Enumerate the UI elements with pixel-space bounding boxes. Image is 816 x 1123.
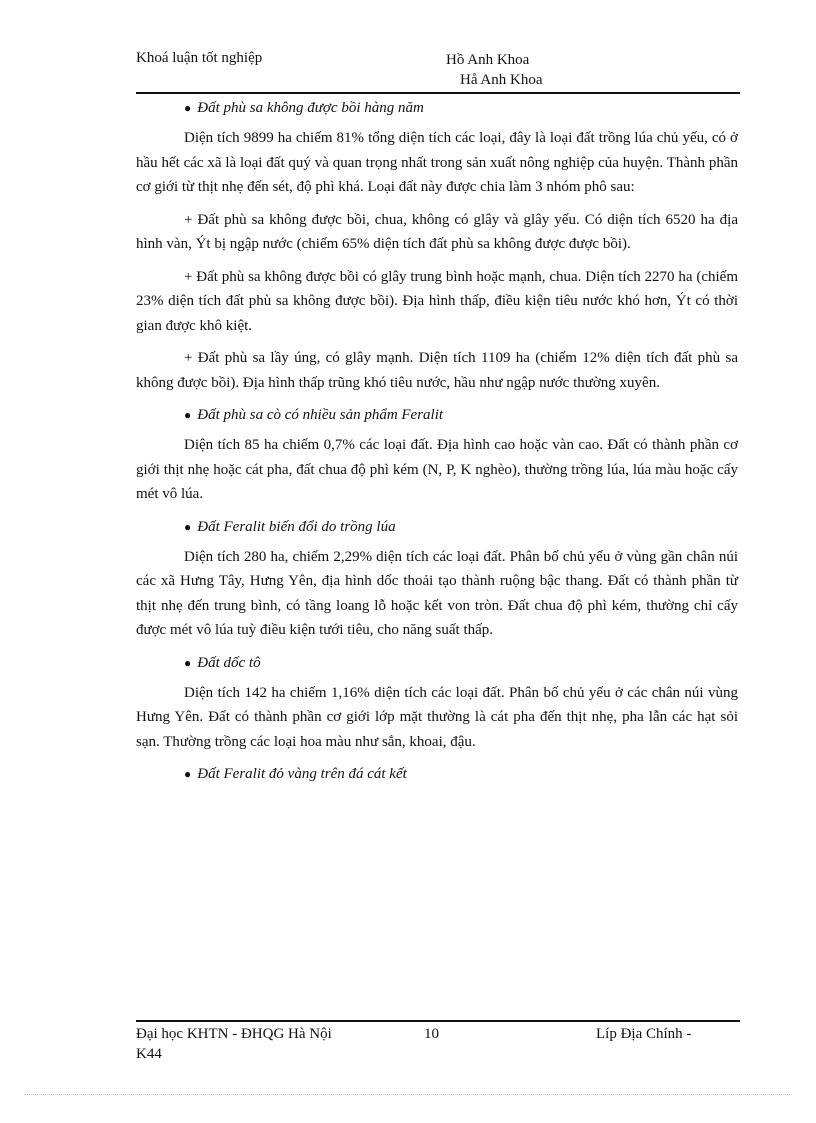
page-content bbox=[136, 92, 738, 786]
footer-class: Líp Địa Chính - bbox=[596, 1026, 692, 1042]
section-heading bbox=[136, 515, 738, 539]
header-author-line2: Hå Anh Khoa bbox=[460, 72, 543, 88]
bullet-icon: ● bbox=[184, 101, 192, 115]
footer-university: Đại học KHTN - ĐHQG Hà Nội bbox=[136, 1026, 332, 1042]
bullet-icon: ● bbox=[184, 767, 192, 781]
bullet-icon: ● bbox=[184, 408, 192, 422]
section-heading-text: Đất Feralit biến đổi do trồng lúa bbox=[197, 518, 396, 535]
bullet-icon: ● bbox=[184, 519, 192, 534]
page-number: 10 bbox=[424, 1026, 439, 1042]
section-heading-text: Đất phù sa cò có nhiều sản phẩm Feralit bbox=[197, 407, 444, 423]
paragraph: Diện tích 85 ha chiếm 0,7% các loại đất. Địa hình cao hoặc vàn cao. Đất có thành phần cơ giới thịt nhẹ hoặc cát pha, đất chua độ phì kém (N, P, K nghèo), thường trồng lúa, lúa màu hoặc cấy mét vô lúa. bbox=[136, 437, 738, 502]
section-heading bbox=[136, 96, 738, 120]
paragraph: + Đất phù sa không được bồi có glây trung bình hoặc mạnh, chua. Diện tích 2270 ha (chiếm 23% diện tích đất phù sa không được bồi). Địa hình thấp, điều kiện tiêu nước khó hơn, Ýt có thời gian được khô kiệt. bbox=[136, 268, 738, 334]
section-heading-text: Đất dốc tô bbox=[197, 654, 261, 671]
section-heading-text: Đất phù sa không được bồi hàng năm bbox=[197, 100, 424, 116]
section-heading bbox=[136, 651, 738, 675]
header-thesis-title: Khoá luận tốt nghiệp bbox=[136, 50, 263, 66]
paragraph: + Đất phù sa lầy úng, có glây mạnh. Diện tích 1109 ha (chiếm 12% diện tích đất phù sa không được bồi). Địa hình thấp trũng khó tiêu nước, hầu như ngập nước thường xuyên. bbox=[136, 350, 738, 391]
header-author bbox=[446, 50, 543, 90]
bullet-icon: ● bbox=[184, 655, 192, 670]
footer-rule bbox=[136, 1020, 740, 1022]
section-heading bbox=[136, 762, 738, 786]
paragraph: + Đất phù sa không được bồi, chua, không có glây và glây yếu. Có diện tích 6520 ha địa hình vàn, Ýt bị ngập nước (chiếm 65% diện tích đất phù sa không được được bồi). bbox=[136, 211, 738, 252]
section-heading-text: Đất Feralit đỏ vàng trên đá cát kết bbox=[197, 766, 407, 782]
section-heading bbox=[136, 403, 738, 427]
page-boundary-line bbox=[24, 1094, 792, 1095]
footer-class-code: K44 bbox=[136, 1046, 162, 1062]
paragraph: Diện tích 9899 ha chiếm 81% tổng diện tích các loại, đây là loại đất trồng lúa chủ yếu, có ở hầu hết các xã là loại đất quý và quan trọng nhất trong sản xuất nông nghiệp của huyện. Thành phần cơ giới từ thịt nhẹ đến sét, độ phì khá. Loại đất này được chia làm 3 nhóm phô sau: bbox=[136, 130, 738, 195]
paragraph: Diện tích 142 ha chiếm 1,16% diện tích các loại đất. Phân bố chủ yếu ở các chân núi vùng Hưng Yên. Đất có thành phần cơ giới lớp mặt thường là cát pha đến thịt nhẹ, pha lẫn các hạt sỏi sạn. Thường trồng các loại hoa màu như sắn, khoai, đậu. bbox=[136, 684, 738, 750]
header-author-line1: Hồ Anh Khoa bbox=[446, 52, 530, 68]
paragraph: Diện tích 280 ha, chiếm 2,29% diện tích các loại đất. Phân bố chủ yếu ở vùng gần chân núi các xã Hưng Tây, Hưng Yên, địa hình dốc thoải tạo thành ruộng bậc thang. Đất có thành phần từ thịt nhẹ đến trung bình, có tầng loang lỗ hoặc kết von tròn. Đất chua độ phì kém, thường chỉ cấy được mét vô lúa tuỳ điều kiện tưới tiêu, cho năng suất thấp. bbox=[136, 548, 738, 638]
